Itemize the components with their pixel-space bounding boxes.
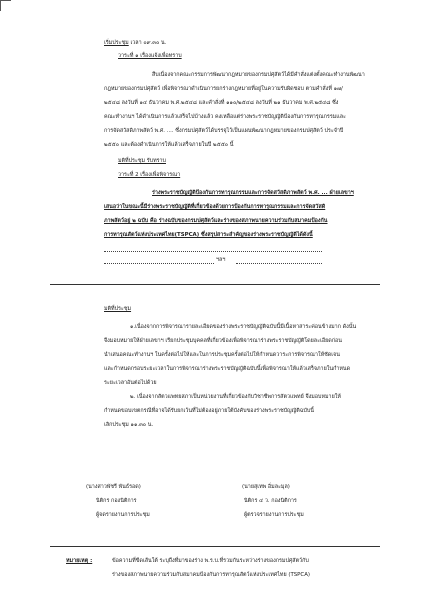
page-corner-mark — [0, 0, 11, 11]
signature-name: (นายสุเทพ อิ่มละมุล) — [242, 484, 290, 490]
section-divider — [50, 284, 380, 285]
signature-position: นิติกร กองนิติการ — [96, 498, 137, 504]
blank-line — [236, 263, 322, 264]
agenda2-heading: วาระที่ 2 เรื่องเพื่อพิจารณา — [118, 172, 181, 178]
blank-line — [104, 251, 322, 252]
opening-time: เวลา ๐๙.๓๐ น. — [130, 40, 167, 46]
agenda2-line: ภาพสัตว์อยู่ ๒ ฉบับ คือ ร่างฉบับของกรมปศุสัตว์และร่างของสภาพนายความร่วมกับสมาคมป้องกัน — [104, 218, 328, 224]
resolution2-line: ๑.เนื่องจากการพิจารณารายละเอียดของร่างพระราชบัญญัติฉบับนี้มีเนื้อหาสาระค่อนข้างมาก ดังนั้น — [130, 324, 357, 330]
agenda2-line: เสนอว่าในขณะนี้มีร่างพระราชบัญญัติที่เกี่ยวข้องด้วยการป้องกันการทารุณกรรมและการจัดสวัสดิ — [104, 204, 326, 210]
signature-position: นิติกร ๔ ว. กองนิติการ — [244, 498, 297, 504]
agenda1-line: กฎหมายของกรมปศุสัตว์ เพื่อพิจารณาดำเนินการยกร่างกฎหมายที่อยู่ในความรับผิดชอบ ตามคำสั่งที่ ๑๗/ — [104, 86, 343, 92]
resolution2-heading: มติที่ประชุม — [104, 306, 132, 312]
agenda1-line: การจัดสวัสดิภาพสัตว์ พ.ศ. .... ซึ่งกรมปศุสัตว์ได้บรรจุไว้เป็นแผนพัฒนากฎหมายของกรมปศุสัตว์ ประจำปี — [104, 128, 344, 134]
resolution2-line: นำเสนอคณะทำงานฯ ในครั้งต่อไปให้และในการประชุมครั้งต่อไปให้กำหนดวาระการพิจารณาให้ชัดเจน — [104, 352, 340, 358]
agenda2-line-underlined: การทารุณสัตว์แห่งประเทศไทย(TSPCA) ซึ่งสรุปสาระสำคัญของร่างพระราชบัญญัติได้ดังนี้ — [104, 232, 313, 238]
resolution2-line: ๒. เนื่องจากสัตวแพทยสภาเป็นหน่วยงานที่เกี่ยวข้องกับวิชาชีพการสัตวแพทย์ จึงมอบหมายให้ — [130, 394, 341, 400]
agenda1-line: ๒๕๕๐ และต้องดำเนินการให้แล้วเสร็จภายในปี ๒๕๕๐ นี้ — [104, 142, 234, 148]
resolution2-line: ระยะเวลาอันต่อไปด้วย — [104, 380, 157, 386]
agenda2-line — [104, 232, 313, 239]
note-line: ข้อความที่ขีดเส้นใต้ ระบุถึงที่มาของร่าง พ.ร.บ.ที่รวมกันระหว่างร่างของกรมปศุสัตว์กับ — [112, 558, 309, 564]
etc-mark: ฯลฯ — [216, 257, 226, 263]
agenda1-line: สืบเนื่องจากคณะกรรมการพัฒนากฎหมายของกรมปศุสัตว์ได้มีคำสั่งแต่งตั้งคณะทำงานพัฒนา — [152, 72, 365, 78]
resolution2-line: และกำหนดกรอบระยะเวลาในการพิจารณาร่างพระราชบัญญัติฉบับนี้เพื่อพิจารณาให้แล้วเสร็จภายในกำหนด — [104, 366, 351, 372]
opening-line — [104, 40, 166, 47]
resolution2-line: จึงมอบหมายให้ฝ่ายเลขาฯ เรียกประชุมบุคคลที่เกี่ยวข้องเพื่อพิจารณาร่างพระราชบัญญัติโดยละเอียดก่อน — [104, 338, 342, 344]
agenda1-line: คณะทำงานฯ ได้ดำเนินการแล้วเสร็จไปบ้างแล้ว คงเหลือแต่ร่างพระราชบัญญัติป้องกันการทารุณกรรมและ — [104, 114, 346, 120]
agenda1-line: ๒๕๔๘ ลงวันที่ ๑๔ ธันวาคม พ.ศ.๒๕๔๘ และคำสั่งที่ ๑๑๐/๒๕๔๘ ลงวันที่ ๒๑ ธันวาคม พ.ศ.๒๕๔๘ ซึ่ง — [104, 100, 339, 106]
footer-divider — [50, 546, 380, 547]
note-label: หมายเหตุ : — [66, 558, 93, 564]
note-line: ร่างของสภาพนายความร่วมกับสมาคมป้องกันการทารุณสัตว์แห่งประเทศไทย (TSPCA) — [112, 572, 310, 578]
agenda2-line: ร่างพระราชบัญญัติป้องกันการทารุณกรรมและการจัดสวัสดิภาพสัตว์ พ.ศ. ... ฝ่ายเลขาฯ — [152, 190, 354, 196]
resolution2-line: กำหนดขอบเขตกรณีที่อาจได้รับยกเว้นที่ไม่ต้องอยู่ภายใต้บังคับของร่างพระราชบัญญัติฉบับนี้ — [104, 408, 314, 414]
signature-role: ผู้จดรายงานการประชุม — [96, 512, 150, 518]
blank-line — [104, 263, 214, 264]
agenda1-resolution: มติที่ประชุม รับทราบ — [118, 158, 166, 164]
opening-label: เริ่มประชุม — [104, 40, 129, 46]
agenda1-heading: วาระที่ ๑ เรื่องแจ้งเพื่อทราบ — [118, 53, 182, 59]
signature-role: ผู้ตรวจรายงานการประชุม — [244, 512, 304, 518]
closing-time: เลิกประชุม ๑๑.๓๐ น. — [104, 422, 154, 428]
signature-name: (นางสาวพัชรี พันธ์รอด) — [86, 484, 141, 490]
